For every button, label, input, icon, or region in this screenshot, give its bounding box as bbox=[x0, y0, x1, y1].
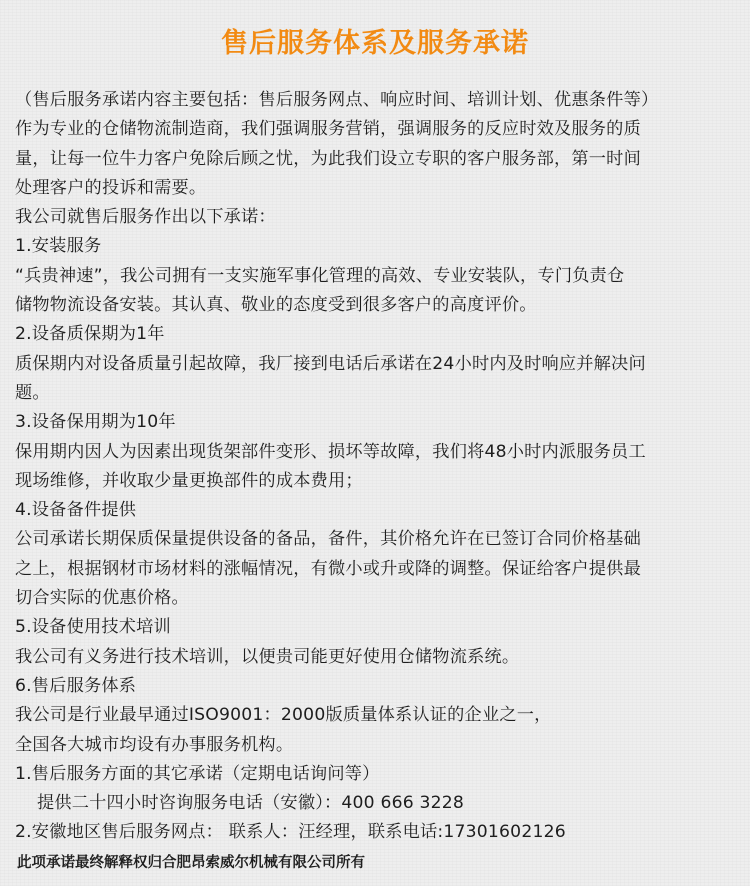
text-line-intro-scope: （售后服务承诺内容主要包括：售后服务网点、响应时间、培训计划、优惠条件等） bbox=[15, 90, 659, 110]
section-heading-installation: 1.安装服务 bbox=[15, 236, 102, 257]
document-body bbox=[15, 86, 737, 848]
section-heading-warranty: 2.设备质保期为1年 bbox=[15, 324, 165, 345]
text-line-intro-2: 量，让每一位牛力客户免除后顾之忧，为此我们设立专职的客户服务部，第一时间 bbox=[15, 148, 641, 169]
service-outlet-contact: 2.安徽地区售后服务网点： 联系人：汪经理，联系电话:17301602126 bbox=[15, 822, 566, 843]
text-line-intro-1: 作为专业的仓储物流制造商，我们强调服务营销，强调服务的反应时效及服务的质 bbox=[15, 119, 641, 140]
text-line-spare-parts-3: 切合实际的优惠价格。 bbox=[15, 588, 189, 609]
text-line-training-1: 我公司有义务进行技术培训，以便贵司能更好使用仓储物流系统。 bbox=[15, 646, 520, 667]
hotline-text: 提供二十四小时咨询服务电话（安徽）：400 666 3228 bbox=[37, 793, 465, 814]
text-line-spare-parts-2: 之上，根据钢材市场材料的涨幅情况，有微小或升或降的调整。保证给客户提供最 bbox=[15, 558, 641, 579]
text-line-service-system-2: 全国各大城市均设有办事服务机构。 bbox=[15, 734, 294, 755]
section-heading-spare-parts: 4.设备备件提供 bbox=[15, 500, 137, 521]
document-title: 售后服务体系及服务承诺 bbox=[221, 28, 529, 59]
section-heading-training: 5.设备使用技术培训 bbox=[15, 617, 171, 638]
text-line-installation-1: “兵贵神速”，我公司拥有一支实施军事化管理的高效、专业安装队，专门负责仓 bbox=[15, 265, 625, 286]
text-line-intro-3: 处理客户的投诉和需要。 bbox=[15, 177, 207, 198]
text-line-guarantee-2: 现场维修，并收取少量更换部件的成本费用； bbox=[15, 470, 363, 491]
footer-disclaimer: 此项承诺最终解释权归合肥昂索威尔机械有限公司所有 bbox=[17, 855, 365, 871]
text-line-warranty-1: 质保期内对设备质量引起故障，我厂接到电话后承诺在24小时内及时响应并解决问 bbox=[15, 353, 646, 374]
text-line-other-commitments: 1.售后服务方面的其它承诺（定期电话询问等） bbox=[15, 763, 380, 784]
text-line-spare-parts-1: 公司承诺长期保质保量提供设备的备品，备件，其价格允许在已签订合同价格基础 bbox=[15, 529, 641, 550]
text-line-commitment-lead: 我公司就售后服务作出以下承诺： bbox=[15, 207, 276, 228]
section-heading-guarantee-period: 3.设备保用期为10年 bbox=[15, 412, 176, 433]
text-line-service-system-1: 我公司是行业最早通过ISO9001：2000版质量体系认证的企业之一， bbox=[15, 705, 552, 726]
text-line-warranty-2: 题。 bbox=[15, 382, 50, 403]
text-line-installation-2: 储物物流设备安装。其认真、敬业的态度受到很多客户的高度评价。 bbox=[15, 295, 537, 316]
text-line-guarantee-1: 保用期内因人为因素出现货架部件变形、损坏等故障，我们将48小时内派服务员工 bbox=[15, 441, 646, 462]
section-heading-service-system: 6.售后服务体系 bbox=[15, 675, 137, 696]
